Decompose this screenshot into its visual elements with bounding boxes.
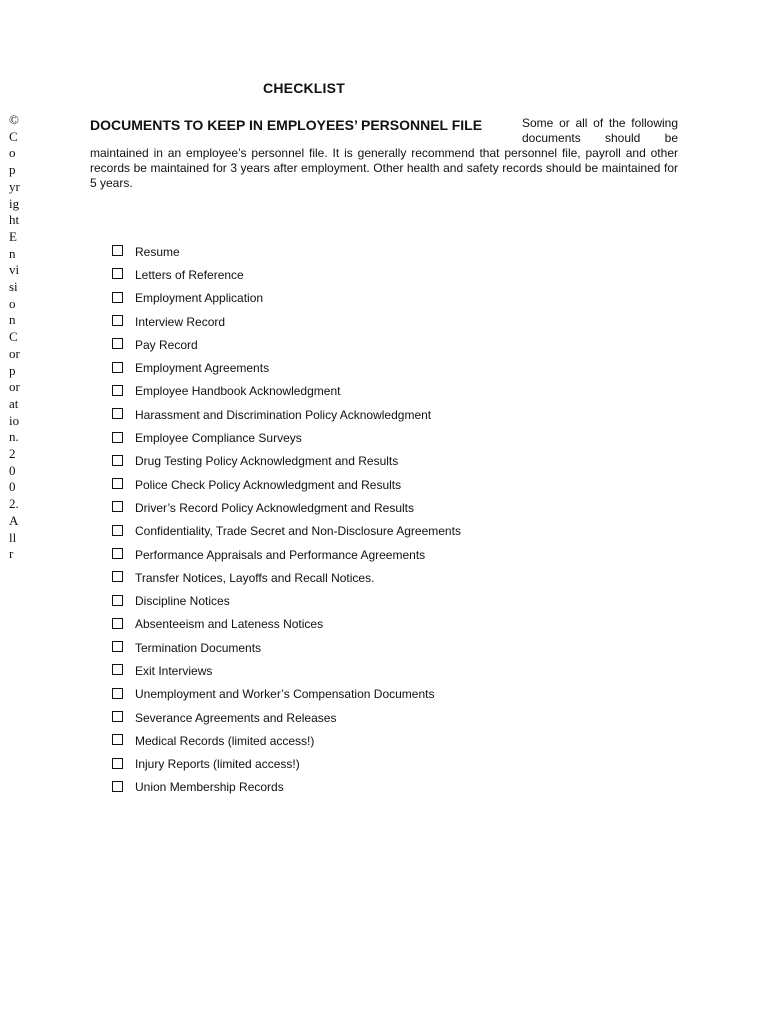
checklist-item[interactable] [112, 426, 461, 449]
checklist-item[interactable] [112, 659, 461, 682]
checkbox-icon[interactable] [112, 525, 123, 536]
checklist-item[interactable] [112, 380, 461, 403]
checklist-item-label: Unemployment and Worker’s Compensation Documents [135, 687, 435, 702]
checklist-item-label: Severance Agreements and Releases [135, 710, 337, 725]
checklist-item-label: Termination Documents [135, 640, 262, 655]
checklist-item[interactable] [112, 450, 461, 473]
checklist-item-label: Employee Compliance Surveys [135, 431, 302, 446]
checkbox-icon[interactable] [112, 618, 123, 629]
checkbox-icon[interactable] [112, 315, 123, 326]
checklist-item[interactable] [112, 543, 461, 566]
checklist-item[interactable] [112, 520, 461, 543]
checklist-item[interactable] [112, 683, 461, 706]
checklist-item[interactable] [112, 776, 461, 799]
checkbox-icon[interactable] [112, 338, 123, 349]
checklist-item-label: Harassment and Discrimination Policy Acknowledgment [135, 407, 432, 422]
checklist-item[interactable] [112, 333, 461, 356]
checklist-item-label: Employment Application [135, 291, 264, 306]
checklist-item-label: Drug Testing Policy Acknowledgment and Results [135, 454, 399, 469]
checklist-item[interactable] [112, 496, 461, 519]
checklist-item-label: Injury Reports (limited access!) [135, 757, 300, 772]
checklist-item[interactable] [112, 753, 461, 776]
checklist-item[interactable] [112, 287, 461, 310]
checkbox-icon[interactable] [112, 711, 123, 722]
checkbox-icon[interactable] [112, 548, 123, 559]
checklist-item-label: Police Check Policy Acknowledgment and Results [135, 477, 402, 492]
checkbox-icon[interactable] [112, 268, 123, 279]
checkbox-icon[interactable] [112, 641, 123, 652]
checkbox-icon[interactable] [112, 734, 123, 745]
checklist-item-label: Employee Handbook Acknowledgment [135, 384, 341, 399]
checklist-item[interactable] [112, 356, 461, 379]
checkbox-icon[interactable] [112, 664, 123, 675]
checkbox-icon[interactable] [112, 292, 123, 303]
checklist-item[interactable] [112, 263, 461, 286]
checkbox-icon[interactable] [112, 781, 123, 792]
copyright-notice: © Copyright Envision Corporation. 2002. All r [9, 112, 23, 562]
checklist-item-label: Medical Records (limited access!) [135, 733, 315, 748]
checkbox-icon[interactable] [112, 501, 123, 512]
checklist-item-label: Driver’s Record Policy Acknowledgment and Results [135, 500, 415, 515]
checklist-item-label: Letters of Reference [135, 267, 244, 282]
checklist-item-label: Exit Interviews [135, 663, 213, 678]
checklist-item-label: Interview Record [135, 314, 226, 329]
checklist-item-label: Absenteeism and Lateness Notices [135, 617, 324, 632]
checklist-item[interactable] [112, 240, 461, 263]
checklist-item-label: Pay Record [135, 337, 198, 352]
checkbox-icon[interactable] [112, 455, 123, 466]
checklist-item[interactable] [112, 613, 461, 636]
checklist-item-label: Employment Agreements [135, 361, 270, 376]
checkbox-icon[interactable] [112, 408, 123, 419]
checkbox-icon[interactable] [112, 478, 123, 489]
section-heading: DOCUMENTS TO KEEP IN EMPLOYEES’ PERSONNEL FILE [90, 117, 483, 133]
checklist-item-label: Confidentiality, Trade Secret and Non-Disclosure Agreements [135, 524, 461, 539]
checkbox-icon[interactable] [112, 688, 123, 699]
checklist-item[interactable] [112, 706, 461, 729]
intro-block [90, 116, 678, 191]
checkbox-icon[interactable] [112, 385, 123, 396]
checklist-item[interactable] [112, 310, 461, 333]
intro-paragraph: Some or all of the following documents should be maintained in an employee’s personnel file. It is generally recommend that personnel file, payroll and other records be maintained for 3 years after employment. Other health and safety records should be maintained for 5 years. [90, 116, 678, 190]
checklist-item-label: Performance Appraisals and Performance Agreements [135, 547, 426, 562]
checklist-item[interactable] [112, 473, 461, 496]
document-checklist [112, 240, 461, 799]
checklist-item-label: Resume [135, 244, 180, 259]
checkbox-icon[interactable] [112, 432, 123, 443]
checkbox-icon[interactable] [112, 571, 123, 582]
checklist-item[interactable] [112, 403, 461, 426]
checkbox-icon[interactable] [112, 362, 123, 373]
checklist-item[interactable] [112, 636, 461, 659]
checklist-item[interactable] [112, 729, 461, 752]
checkbox-icon[interactable] [112, 595, 123, 606]
checklist-item-label: Union Membership Records [135, 780, 284, 795]
checkbox-icon[interactable] [112, 758, 123, 769]
checklist-item[interactable] [112, 566, 461, 589]
page-title: CHECKLIST [263, 80, 345, 96]
checklist-item[interactable] [112, 589, 461, 612]
checkbox-icon[interactable] [112, 245, 123, 256]
checklist-item-label: Discipline Notices [135, 594, 230, 609]
checklist-item-label: Transfer Notices, Layoffs and Recall Notices. [135, 570, 375, 585]
